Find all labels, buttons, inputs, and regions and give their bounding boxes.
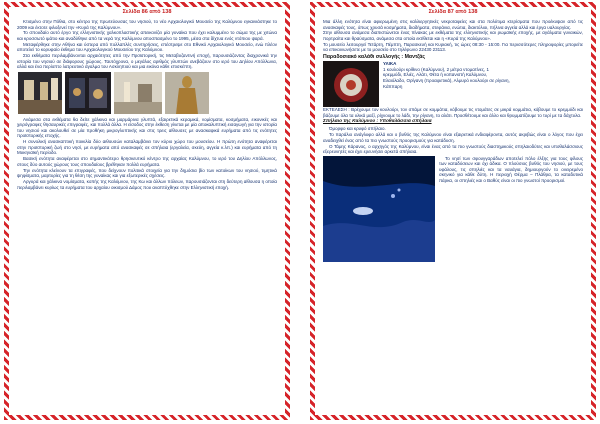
left-page-content (9, 7, 285, 415)
left-page-number: Σελίδα 86 από 138 (122, 9, 172, 15)
underwater-cave-photo (323, 156, 435, 262)
section-title: Παραδοσιακό καλάθι συλλογής : Μαντζάς (323, 53, 426, 60)
paragraph: Το σπουδαίο αυτό έργο της ελληνιστικής χαλκοπλαστικής απεικονίζει μία γυναίκα που έχει καλυμμένο το σώμα της με χιτώνα και κροσσωτό ιμάτιο και αναδύθηκε από τα νερά της Καλύμνου αποσπασμένο το 1995, μέσα στα δίχτυα ενός ντόπιου ψαρά. (17, 30, 277, 41)
museum-photo-hall (114, 72, 162, 114)
exhibit-line: 1 κουλούρι κρίθινο (Καλύμνου), 2 μέτρα ντοματίνες, 1 (383, 66, 490, 72)
museum-photo-room (18, 72, 62, 114)
museum-photo-vitrine (65, 72, 111, 114)
paragraph: Όμορφο και κρυφό σπήλαιο. (329, 126, 386, 132)
exhibit-photo (323, 61, 379, 107)
paragraph: Η συνολική ανασκαπτική ποικιλία δύο αιθουσών καταλαμβάνει τον κύριο χώρο του μουσείου. Η πρώτη ενότητα αναφέρεται στην προϊστορική ζωή στο νησί, με ευρήματα από ανασκαφές σε σπήλαια (εργαλεία, σκεύη, αγγεία κ.λπ.) και ευρήματα από τη Μυκηναϊκή περίοδο. (17, 139, 277, 156)
exhibit-title: ΥΛΙΚΑ (383, 61, 397, 67)
right-page (310, 2, 596, 420)
right-page-content (315, 7, 591, 415)
paragraph: Ο Τάμης Κάρανος, ο αρχηγός της Καλύμνου, είναι ένας από τα πιο γνωστούς διαστημικούς σπηλαιοδύτες και υποθαλάσσιους εξερευνητές και έχει ερευνήσει αρκετά σπήλαια. (323, 143, 583, 155)
paragraph: Βασική ενότητα αναφέρεται στο σημαντικότερο θρησκευτικό κέντρο της αρχαίας Καλύμνου, το ιερό του Δηλίου Απόλλωνος, στους δύο αυτούς χώρους τους σπουδαίους βρέθηκαν πολλά ευρήματα. (17, 156, 277, 167)
right-page-number: Σελίδα 87 από 138 (428, 9, 478, 15)
paragraph: Κτισμένο στην Πόθια, στο κέντρο της πρωτεύουσας του νησιού, το νέο Αρχαιολογικό Μουσείο της Καλύμνου εγκαινιάστηκε το 2009 και έκτοτε φιλοξενεί την «Κυρά της Καλύμνου». (17, 19, 277, 30)
museum-photo-row (18, 72, 277, 114)
cave-section (323, 156, 583, 262)
right-body (323, 19, 583, 262)
execution-paragraph: ΕΚΤΕΛΕΣΗ : Βρέχουμε τον κουλούρι, τον σπάμε σε κομμάτια, κόβουμε τις ντομάτες σε μικρά κομμάτια, κόβουμε το κρεμμύδι και βάζουμε όλα τα υλικά μαζί, ρίχνουμε το λάδι, την ρίγανη, το αλάτι. Προσθέτουμε και άλλο και θρυμματίζουμε το τυρί με τα δάχτυλα. (323, 107, 583, 118)
left-body (17, 19, 277, 190)
paragraph: Μια άλλη ενότητα είναι αφιερωμένη στις καλλιεργητικές νεκροταφείες και στα πολύτιμα κτερίσματα που προέκυψαν από τις ανασκαφές τους, όπως χρυσά κοσμήματα, διαδήματα, στεφάνια, ενώτια, διακτύλιοι, πήλινα αγγεία αλλά και έργα υαλουργίας. (323, 19, 583, 30)
paragraph: Ανάμεσα στα εκθέματα θα δείτε χάλκινα και μαρμάρινα γλυπτά, εξαιρετικά κεραμικά, νομίσματα, κοσμήματα, εικονικές και χειρόγραφες θησαυρικές επιγραφές, και πολλά άλλα. Η είσοδος στην έκθεση γίνεται με μία αποκαλυπτική εισαγωγή για την ιστορία του νησιού και ακολουθεί σε μία προθήκη μικρογλυπτικής και στις τρεις αίθουσες με ανασκαφικά ευρήματα από τις ενότητες προϊστορικής εποχής. (17, 116, 277, 139)
paragraph: Το παράλιο ανάγλυφο αλλά και ο βυθός της Καλύμνου είναι εξαιρετικά ενδιαφέροντα, αυτός ακριβώς είναι ο λόγος που έχει αναδειχθεί ένας από τα πιο γνωστούς προορισμούς για κατάδυση. (323, 132, 583, 143)
paragraph: Στα εκθέματα περιλαμβάνονται αρχαιότητες από την Προϊστορική, τις Μεταβυζαντινή εποχή, παρουσιάζοντας διαχρονικά την ιστορία του νησιού σε διάφορους χώρους. Ταυτόχρονα, ο μεγάλος αριθμός γλυπτών ανεβάζουν στο ιερό του Δηλίου Απόλλωνα, αλλά και ένα περίοπτο λατρευτικό άγαλμα του Ασκληπιού και μια εικόνα κάθε επισκέπτη. (17, 53, 277, 70)
paragraph: Αργυρά και χάλκινα νομίσματα, κοπής της Καλύμνου, της Κω και άλλων πόλεων, παρουσιάζονται στη δεύτερη αίθουσα η οποία περιλαμβάνει κυρίως τα ευρήματα του αρχαίου οικισμού Δάμος που αναπτύχθηκε στην Ελληνιστική εποχή. (17, 179, 277, 190)
paragraph: Το μουσείο λειτουργεί Τετάρτη, Πέμπτη, Παρασκευή και Κυριακή, τις ώρες 08:30 - 15:00. Για περισσότερες πληροφορίες μπορείτε να επικοινωνήσετε με το μουσείο στο τηλέφωνο 22430 23113. (323, 41, 583, 53)
museum-photo-statue (165, 72, 209, 114)
cave-side-text: Το νησί των σφουγγαράδων αποτελεί πόλο έλξης για τους φίλους των καταδύσεων και όχι άδικα. Ο πλούσιος βυθός του νησιού, με τους υφάλους, τις σπηλιές και τα ναυάγια, δημιουργούν το ονειρεμένο σκηνικό για κάθε δύτη. Η περιοχή Θέρμα – Πλάθρα, τα καταδυτικά πάρκα, οι σπηλιές και ο Βαθύς είναι οι πιο γνωστοί προορισμοί. (439, 155, 583, 183)
paragraph: Μεταφέρθηκε στην Αθήνα και ύστερα από πολλαπλές συντηρήσεις, επέστρεψε στο Εθνικό Αρχαιολογικό Μουσείο, ενώ πλέον αποτελεί το κορυφαίο έκθεμα του Αρχαιολογικού Μουσείου της Καλύμνου. (17, 41, 277, 53)
exhibit-line: Κάππαρη (383, 83, 403, 89)
paragraph: Την ενότητα κλείνουν τα επιγραφές, που δείχνουν πολιτικά στοιχεία για την δημόσια βίο των κατοίκων του νησιού, τιμητικά ψηφίσματα, μαρτυρίες για τη θέση της γυναίκας και για εξωτερικές σχέσεις. (17, 167, 277, 179)
exhibit-line: κρεμμύδι, Ελιές, Αλάτι, Φέτα ή κοπανιστή Καλύμνου, (383, 72, 488, 78)
exhibit-list (383, 61, 583, 107)
exhibit-line: Ελαιόλαδο, Ορίγανη (προαιρετικά), Αλμυρό κουλούρι σε ρίγανη, (383, 78, 510, 84)
subsection-title: Σπήλαιο της Καλύμνου : Υποθαλάσσια σπήλαια (323, 119, 432, 125)
exhibit-block (323, 61, 583, 107)
paragraph: Στην αίθουσα ανάμεσα διαπιστώνεται ένας πίνακας με εκθέματα της ελληνιστικής και ρωμαϊκής εποχής, με αγάλματα γυναικών, πορτραίτα και θραύσματα, ανάμεσα στα οποία εκτίθεται και η «Κυρά της Καλύμνου». (323, 30, 583, 41)
left-page (4, 2, 290, 420)
